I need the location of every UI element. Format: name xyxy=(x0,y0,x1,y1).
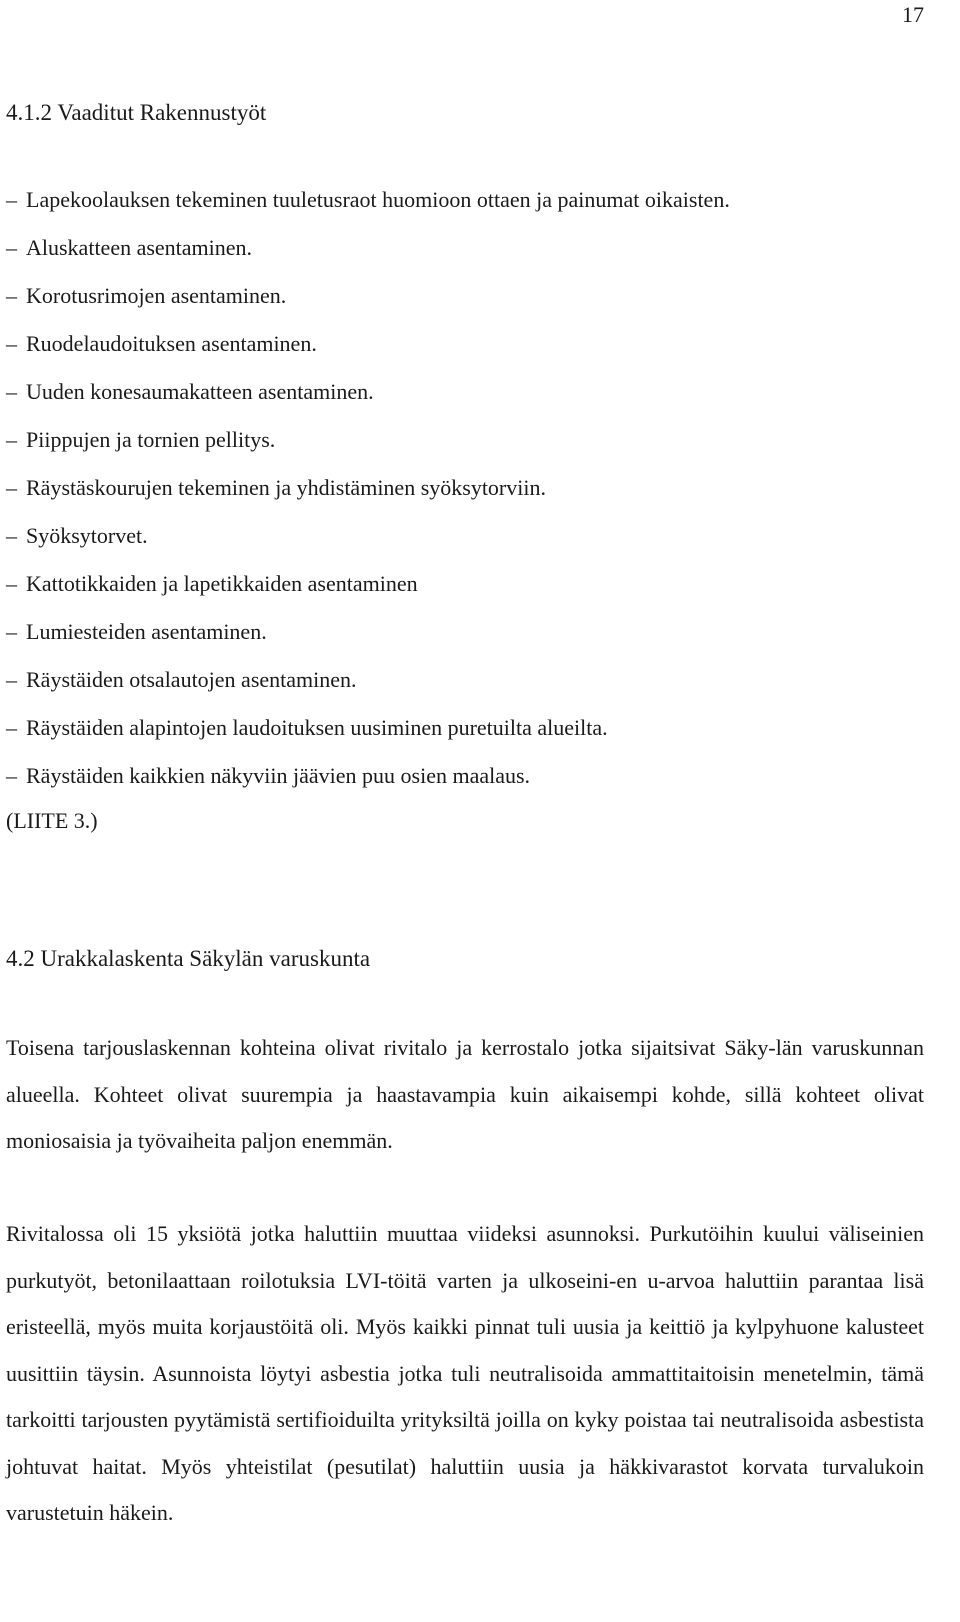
subsection-heading: 4.1.2 Vaaditut Rakennustyöt xyxy=(6,100,267,125)
list-item-text: Räystäiden otsalautojen asentaminen. xyxy=(26,667,357,692)
list-item xyxy=(6,570,730,618)
bullet-dash: – xyxy=(6,763,17,788)
list-item xyxy=(6,714,730,762)
list-item-text: Lapekoolauksen tekeminen tuuletusraot huomioon ottaen ja painumat oikaisten. xyxy=(26,187,730,212)
list-item xyxy=(6,330,730,378)
list-item xyxy=(6,426,730,474)
bullet-dash: – xyxy=(6,475,17,500)
body-paragraph-2: Rivitalossa oli 15 yksiötä jotka haluttiin muuttaa viideksi asunnoksi. Purkutöihin kuului väliseinien purkutyöt, betonilaattaan roilotuksia LVI-töitä varten ja ulkoseini-​en u-arvoa haluttiin parantaa lisä eristeellä, myös muita korjaustöitä oli. Myös kaikki pinnat tuli uusia ja keittiö ja kylpyhuone kalusteet uusittiin täysin. Asunnoista löytyi asbestia jotka tuli neutralisoida ammattitaitoisin menetelmin, tämä tarkoitti tarjousten pyytämistä sertifioiduilta yrityksiltä joilla on kyky poistaa tai neutralisoida asbestista johtuvat haitat. Myös yhteistilat (pesutilat) haluttiin uusia ja häkkivarastot korvata turvalukoin varustetuin häkein. xyxy=(6,1221,924,1525)
list-item-text: Räystäskourujen tekeminen ja yhdistäminen syöksytorviin. xyxy=(26,475,546,500)
bullet-dash: – xyxy=(6,427,17,452)
list-item xyxy=(6,666,730,714)
list-item-text: Räystäiden alapintojen laudoituksen uusiminen puretuilta alueilta. xyxy=(26,715,608,740)
list-item xyxy=(6,186,730,234)
list-item-text: Uuden konesaumakatteen asentaminen. xyxy=(26,379,374,404)
list-item-text: Aluskatteen asentaminen. xyxy=(26,235,253,260)
appendix-reference: (LIITE 3.) xyxy=(6,808,98,833)
list-item xyxy=(6,282,730,330)
list-item xyxy=(6,378,730,426)
bullet-dash: – xyxy=(6,667,17,692)
bullet-dash: – xyxy=(6,331,17,356)
list-item-text: Korotusrimojen asentaminen. xyxy=(26,283,287,308)
bullet-dash: – xyxy=(6,187,17,212)
list-item-text: Lumiesteiden asentaminen. xyxy=(26,619,267,644)
list-item-text: Piippujen ja tornien pellitys. xyxy=(26,427,276,452)
page-number: 17 xyxy=(902,2,924,27)
bullet-dash: – xyxy=(6,523,17,548)
construction-tasks-list xyxy=(6,186,730,810)
list-item-text: Syöksytorvet. xyxy=(26,523,148,548)
bullet-dash: – xyxy=(6,235,17,260)
body-paragraph-1: Toisena tarjouslaskennan kohteina olivat rivitalo ja kerrostalo jotka sijaitsivat Säky-​län varuskunnan alueella. Kohteet olivat suurempia ja haastavampia kuin aikaisempi kohde, sillä kohteet olivat moniosaisia ja työvaiheita paljon enemmän. xyxy=(6,1035,924,1153)
list-item xyxy=(6,522,730,570)
bullet-dash: – xyxy=(6,283,17,308)
list-item xyxy=(6,234,730,282)
section-heading: 4.2 Urakkalaskenta Säkylän varuskunta xyxy=(6,946,371,971)
list-item-text: Ruodelaudoituksen asentaminen. xyxy=(26,331,317,356)
bullet-dash: – xyxy=(6,715,17,740)
list-item-text: Kattotikkaiden ja lapetikkaiden asentaminen xyxy=(26,571,418,596)
list-item-text: Räystäiden kaikkien näkyviin jäävien puu osien maalaus. xyxy=(26,763,531,788)
list-item xyxy=(6,474,730,522)
bullet-dash: – xyxy=(6,619,17,644)
list-item xyxy=(6,762,730,810)
bullet-dash: – xyxy=(6,379,17,404)
list-item xyxy=(6,618,730,666)
bullet-dash: – xyxy=(6,571,17,596)
